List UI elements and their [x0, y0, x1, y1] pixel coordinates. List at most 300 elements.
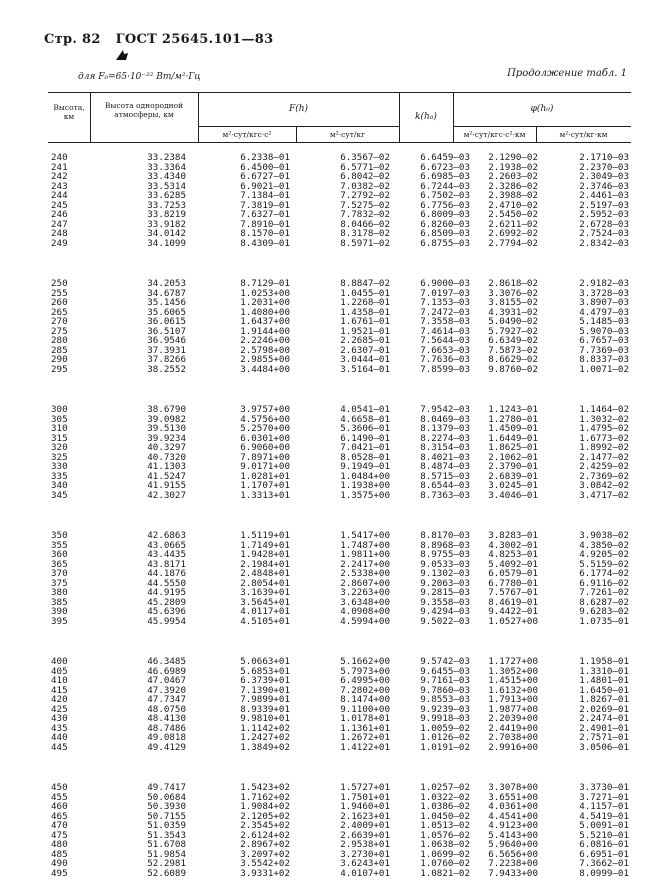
table-cell: 45.6396: [147, 606, 186, 617]
table-cell: 39.0982: [147, 413, 186, 425]
table-cell: 420: [51, 694, 68, 705]
phi-header: φ(h₀): [530, 104, 554, 114]
table-cell: 3.7271—01: [579, 791, 629, 803]
phi-unit1-column: [458, 153, 538, 248]
table-cell: 1.1361+01: [340, 722, 390, 734]
table-cell: 9.9239—03: [420, 703, 470, 715]
table-cell: 445: [51, 741, 68, 753]
table-cell: 8.8968—03: [420, 539, 470, 551]
table-cell: 7.0421—01: [340, 442, 390, 453]
table-cell: 8.8337—03: [579, 354, 629, 365]
table-cell: 41.9155: [147, 480, 186, 491]
table-cell: 50.3930: [147, 801, 186, 812]
table-cell: 1.9521—01: [340, 325, 390, 337]
table-cell: 7.6327—01: [240, 209, 290, 220]
table-cell: 8.6629—02: [488, 354, 538, 365]
table-cell: 425: [51, 703, 68, 715]
table-cell: 6.0816—01: [579, 839, 629, 850]
table-cell: 1.1707+01: [240, 480, 290, 491]
table-cell: 43.4435: [147, 549, 186, 560]
table-cell: 8.0466—02: [340, 218, 390, 230]
table-cell: 8.4874—03: [420, 461, 470, 472]
table-cell: 2.1623+01: [340, 810, 390, 822]
table-cell: 8.6287—02: [579, 596, 629, 608]
table-cell: 3.0506—01: [579, 741, 629, 753]
table-cell: 41.5247: [147, 470, 186, 482]
table-cell: 3.5542+02: [240, 858, 290, 869]
table-cell: 2.4419+00: [488, 722, 538, 734]
table-cell: 246: [51, 209, 68, 220]
table-cell: 1.8992—02: [579, 442, 629, 453]
table-cell: 6.3567—02: [340, 152, 390, 163]
table-cell: 2.3049—03: [579, 171, 629, 182]
table-cell: 2.7794—02: [488, 237, 538, 249]
scale-height-column: [96, 279, 186, 374]
table-cell: 1.5119+01: [240, 530, 290, 541]
table-cell: 34.1099: [147, 237, 186, 249]
table-cell: 430: [51, 713, 68, 724]
table-cell: 6.0579—01: [488, 568, 538, 579]
table-cell: 34.6787: [147, 287, 186, 299]
table-cell: 345: [51, 489, 68, 501]
table-cell: 8.3154—03: [420, 442, 470, 453]
table-cell: 1.0638—02: [420, 839, 470, 850]
table-cell: 5.5159—02: [579, 558, 629, 570]
table-cell: 6.7244—03: [420, 180, 470, 192]
table-cell: 52.2981: [147, 858, 186, 869]
table-cell: 2.2039+00: [488, 713, 538, 724]
table-cell: 6.1774—02: [579, 568, 629, 579]
table-cell: 3.0444—01: [340, 354, 390, 365]
table-cell: 1.0821—02: [420, 867, 470, 879]
table-cell: 6.8042—02: [340, 171, 390, 182]
table-cell: 4.1157—01: [579, 801, 629, 812]
table-cell: 410: [51, 675, 68, 686]
table-cell: 3.6551+00: [488, 791, 538, 803]
table-cell: 1.2672+01: [340, 732, 390, 743]
table-cell: 2.7369—02: [579, 470, 629, 482]
table-cell: 35.6065: [147, 306, 186, 318]
table-cell: 1.8625—01: [488, 442, 538, 453]
table-cell: 365: [51, 558, 68, 570]
table-cell: 2.1938—02: [488, 161, 538, 173]
table-cell: 325: [51, 451, 68, 463]
table-cell: 7.4614—03: [420, 325, 470, 337]
table-cell: 400: [51, 656, 68, 667]
table-cell: 5.0490—02: [488, 316, 538, 327]
table-cell: 8.5971—02: [340, 237, 390, 249]
table-cell: 1.6761—01: [340, 316, 390, 327]
f-unit2-column: [300, 279, 390, 374]
table-cell: 3.6348+00: [340, 596, 390, 608]
table-cell: 9.1949—01: [340, 461, 390, 472]
table-cell: 7.3819—01: [240, 199, 290, 211]
page-header: [44, 32, 284, 47]
table-cell: 6.8755—03: [420, 237, 470, 249]
table-cell: 8.0528—01: [340, 451, 390, 463]
table-cell: 9.7860—03: [420, 684, 470, 696]
table-cell: 247: [51, 218, 68, 230]
phi-unit2-column: [544, 279, 629, 374]
f-unit2-column: [300, 405, 390, 500]
table-cell: 9.7161—03: [420, 675, 470, 686]
f-unit2-header: м²·сут/кг: [329, 130, 366, 139]
table-cell: 385: [51, 596, 68, 608]
table-cell: 2.1205+02: [240, 810, 290, 822]
table-cell: 2.5450—02: [488, 209, 538, 220]
table-cell: 47.0467: [147, 675, 186, 686]
table-cell: 305: [51, 413, 68, 425]
table-cell: 330: [51, 461, 68, 472]
table-cell: 34.0142: [147, 228, 186, 239]
table-cell: 44.9195: [147, 587, 186, 598]
table-cell: 35.1456: [147, 297, 186, 308]
table-cell: 250: [51, 278, 68, 289]
table-cell: 9.0533—03: [420, 558, 470, 570]
table-cell: 248: [51, 228, 68, 239]
table-cell: 1.2780—01: [488, 413, 538, 425]
table-cell: 375: [51, 577, 68, 589]
table-cell: 2.3746—03: [579, 180, 629, 192]
table-cell: 4.9205—02: [579, 549, 629, 560]
table-cell: 4.8253—01: [488, 549, 538, 560]
phi-unit1-column: [458, 405, 538, 500]
table-cell: 5.9640+00: [488, 839, 538, 850]
table-cell: 1.3575+00: [340, 489, 390, 501]
table-cell: 6.7657—03: [579, 335, 629, 346]
table-cell: 1.1464—02: [579, 404, 629, 415]
table-cell: 1.9428+01: [240, 549, 290, 560]
table-cell: 7.7832—02: [340, 209, 390, 220]
table-cell: 3.3730—01: [579, 782, 629, 793]
table-cell: 4.3850—02: [579, 539, 629, 551]
table-cell: 1.1142+02: [240, 722, 290, 734]
table-cell: 1.9811+00: [340, 549, 390, 560]
table-cell: 460: [51, 801, 68, 812]
table-cell: 2.1477—02: [579, 451, 629, 463]
table-cell: 48.4130: [147, 713, 186, 724]
table-cell: 43.8171: [147, 558, 186, 570]
table-cell: 44.1876: [147, 568, 186, 579]
table-cell: 6.8260—03: [420, 218, 470, 230]
scale-height-column: [96, 153, 186, 248]
table-cell: 1.0455—01: [340, 287, 390, 299]
table-cell: 6.7780—01: [488, 577, 538, 589]
table-cell: 2.9538+01: [340, 839, 390, 850]
altitude-column: [51, 783, 87, 878]
table-cell: 1.8267—01: [579, 694, 629, 705]
table-cell: 3.4484+00: [240, 363, 290, 375]
table-cell: 295: [51, 363, 68, 375]
table-continuation-label: Продолжение табл. 1: [507, 68, 627, 79]
table-cell: 7.1384—01: [240, 190, 290, 201]
table-cell: 275: [51, 325, 68, 337]
table-cell: 2.4710—02: [488, 199, 538, 211]
table-cell: 4.4797—03: [579, 306, 629, 318]
table-cell: 1.0281+01: [240, 470, 290, 482]
table-cell: 4.0908+00: [340, 606, 390, 617]
table-cell: 485: [51, 848, 68, 860]
data-table: [48, 92, 631, 879]
table-cell: 285: [51, 344, 68, 356]
table-cell: 1.2268—01: [340, 297, 390, 308]
table-cell: 50.7155: [147, 810, 186, 822]
table-cell: 2.2417+00: [340, 558, 390, 570]
table-cell: 50.0684: [147, 791, 186, 803]
table-cell: 1.6773—02: [579, 432, 629, 444]
table-cell: 2.7038+00: [488, 732, 538, 743]
f-unit1-column: [200, 279, 290, 374]
table-cell: 8.2274—03: [420, 432, 470, 444]
table-cell: 2.1290—02: [488, 152, 538, 163]
table-cell: 36.0615: [147, 316, 186, 327]
table-cell: 5.9070—03: [579, 325, 629, 337]
table-cell: 245: [51, 199, 68, 211]
table-cell: 8.1474+00: [340, 694, 390, 705]
f-unit1-column: [200, 153, 290, 248]
table-cell: 3.0245—01: [488, 480, 538, 491]
table-cell: 2.6307—01: [340, 344, 390, 356]
table-cell: 9.8760—02: [488, 363, 538, 375]
table-cell: 3.2730+01: [340, 848, 390, 860]
table-cell: 3.8155—02: [488, 297, 538, 308]
table-cell: 4.5994+00: [340, 615, 390, 627]
table-cell: 1.0735—01: [579, 615, 629, 627]
table-cell: 1.0484+00: [340, 470, 390, 482]
table-cell: 34.2053: [147, 278, 186, 289]
table-cell: 1.0513—02: [420, 820, 470, 831]
table-cell: 46.3485: [147, 656, 186, 667]
table-cell: 335: [51, 470, 68, 482]
table-cell: 1.4509—01: [488, 423, 538, 434]
table-cell: 1.2031+00: [240, 297, 290, 308]
table-cell: 5.2570+00: [240, 423, 290, 434]
table-cell: 8.7363—03: [420, 489, 470, 501]
table-cell: 8.1570—01: [240, 228, 290, 239]
table-cell: 5.4143+00: [488, 829, 538, 841]
table-cell: 1.0699—02: [420, 848, 470, 860]
table-cell: 38.6790: [147, 404, 186, 415]
table-cell: 6.5656+00: [488, 848, 538, 860]
table-cell: 5.7927—02: [488, 325, 538, 337]
table-cell: 3.4717—02: [579, 489, 629, 501]
f-unit2-column: [300, 153, 390, 248]
table-cell: 7.2792—02: [340, 190, 390, 201]
table-cell: 395: [51, 615, 68, 627]
table-cell: 2.6839—01: [488, 470, 538, 482]
table-cell: 7.0382—02: [340, 180, 390, 192]
table-cell: 243: [51, 180, 68, 192]
table-cell: 9.1302—03: [420, 568, 470, 579]
table-cell: 3.8283—01: [488, 530, 538, 541]
table-cell: 8.0999—01: [579, 867, 629, 879]
table-cell: 7.8599—03: [420, 363, 470, 375]
k-header: k(h₀): [415, 112, 437, 122]
table-cell: 7.5873—02: [488, 344, 538, 356]
table-cell: 4.5419—01: [579, 810, 629, 822]
table-cell: 1.5727+01: [340, 782, 390, 793]
f-unit1-column: [200, 531, 290, 626]
table-cell: 350: [51, 530, 68, 541]
table-cell: 36.9546: [147, 335, 186, 346]
table-cell: 7.7369—03: [579, 344, 629, 356]
table-cell: 6.4995+00: [340, 675, 390, 686]
table-cell: 7.1353—03: [420, 297, 470, 308]
table-cell: 2.4461—03: [579, 190, 629, 201]
scale-height-header: Высота однородной атмосферы, км: [104, 101, 184, 119]
publisher-mark-icon: [114, 48, 130, 62]
table-cell: 1.3849+02: [240, 741, 290, 753]
table-cell: 9.5022—03: [420, 615, 470, 627]
table-cell: 7.7261—02: [579, 587, 629, 598]
table-cell: 6.4500—01: [240, 161, 290, 173]
table-cell: 3.1639+01: [240, 587, 290, 598]
table-cell: 45.9954: [147, 615, 186, 627]
table-cell: 4.0361+00: [488, 801, 538, 812]
table-cell: 1.7149+01: [240, 539, 290, 551]
table-cell: 1.0386—02: [420, 801, 470, 812]
table-cell: 1.3313+01: [240, 489, 290, 501]
altitude-column: [51, 279, 87, 374]
table-cell: 7.2802+00: [340, 684, 390, 696]
table-cell: 4.3931—02: [488, 306, 538, 318]
f-unit1-header: м²·сут/кгс·с²: [222, 130, 272, 139]
phi-unit1-column: [458, 279, 538, 374]
table-cell: 33.3364: [147, 161, 186, 173]
table-cell: 1.0760—02: [420, 858, 470, 869]
altitude-column: [51, 531, 87, 626]
table-cell: 3.8907—03: [579, 297, 629, 308]
table-cell: 4.0107+01: [340, 867, 390, 879]
table-cell: 7.7636—03: [420, 354, 470, 365]
phi-unit2-column: [544, 531, 629, 626]
phi-unit2-header: м²·сут/кг·км: [559, 130, 608, 139]
table-cell: 2.4901—01: [579, 722, 629, 734]
table-cell: 45.2809: [147, 596, 186, 608]
flux-condition: для F₀=65·10⁻²² Вт/м²·Гц: [78, 72, 201, 82]
table-cell: 315: [51, 432, 68, 444]
standard-number: ГОСТ 25645.101—83: [115, 32, 274, 47]
table-cell: 37.3931: [147, 344, 186, 356]
table-cell: 2.2370—03: [579, 161, 629, 173]
table-cell: 455: [51, 791, 68, 803]
table-cell: 480: [51, 839, 68, 850]
table-cell: 43.0665: [147, 539, 186, 551]
table-cell: 9.8553—03: [420, 694, 470, 705]
table-cell: 1.0257—02: [420, 782, 470, 793]
table-cell: 260: [51, 297, 68, 308]
table-cell: 2.4009+01: [340, 820, 390, 831]
table-cell: 2.2603—02: [488, 171, 538, 182]
table-cell: 3.9757+00: [240, 404, 290, 415]
phi-unit2-column: [544, 783, 629, 878]
table-cell: 5.1662+00: [340, 656, 390, 667]
table-cell: 2.6211—02: [488, 218, 538, 230]
table-cell: 48.7486: [147, 722, 186, 734]
f-unit2-column: [300, 783, 390, 878]
table-cell: 40.7320: [147, 451, 186, 463]
table-cell: 495: [51, 867, 68, 879]
table-cell: 2.8607+00: [340, 577, 390, 589]
table-cell: 7.9542—03: [420, 404, 470, 415]
table-cell: 8.9339+01: [240, 703, 290, 715]
table-cell: 8.5715—03: [420, 470, 470, 482]
table-cell: 1.0178+01: [340, 713, 390, 724]
table-cell: 1.4515+00: [488, 675, 538, 686]
altitude-column: [51, 153, 87, 248]
table-cell: 6.6727—01: [240, 171, 290, 182]
table-cell: 2.3286—02: [488, 180, 538, 192]
table-cell: 6.9000—03: [420, 278, 470, 289]
table-cell: 2.1062—01: [488, 451, 538, 463]
table-cell: 242: [51, 171, 68, 182]
table-cell: 1.3052+00: [488, 665, 538, 677]
table-cell: 6.3739+01: [240, 675, 290, 686]
table-cell: 1.7913+00: [488, 694, 538, 705]
table-cell: 8.3178—02: [340, 228, 390, 239]
table-cell: 3.2097+02: [240, 848, 290, 860]
table-cell: 1.2427+02: [240, 732, 290, 743]
table-cell: 2.9855+00: [240, 354, 290, 365]
table-cell: 8.4021—03: [420, 451, 470, 463]
table-cell: 6.9021—01: [240, 180, 290, 192]
table-cell: 33.2384: [147, 152, 186, 163]
table-cell: 3.0842—02: [579, 480, 629, 491]
table-cell: 1.5423+02: [240, 782, 290, 793]
table-cell: 1.9144+00: [240, 325, 290, 337]
f-unit1-column: [200, 405, 290, 500]
phi-unit2-column: [544, 153, 629, 248]
table-cell: 1.1727+00: [488, 656, 538, 667]
table-cell: 415: [51, 684, 68, 696]
table-cell: 39.9234: [147, 432, 186, 444]
table-cell: 2.4259—02: [579, 461, 629, 472]
table-cell: 4.5756+00: [240, 413, 290, 425]
table-cell: 475: [51, 829, 68, 841]
table-cell: 8.1379—03: [420, 423, 470, 434]
table-cell: 5.0663+01: [240, 656, 290, 667]
table-cell: 1.0071—02: [579, 363, 629, 375]
phi-unit1-column: [458, 783, 538, 878]
table-cell: 1.0527+00: [488, 615, 538, 627]
table-cell: 7.2472—03: [420, 306, 470, 318]
table-cell: 9.2063—03: [420, 577, 470, 589]
table-cell: 9.0171+00: [240, 461, 290, 472]
table-cell: 2.6728—03: [579, 218, 629, 230]
table-cell: 8.8170—03: [420, 530, 470, 541]
table-cell: 52.6089: [147, 867, 186, 879]
table-cell: 2.2474—01: [579, 713, 629, 724]
table-cell: 3.5645+01: [240, 596, 290, 608]
table-cell: 6.7756—03: [420, 199, 470, 211]
table-cell: 4.0541—01: [340, 404, 390, 415]
table-cell: 7.9433+00: [488, 867, 538, 879]
table-cell: 1.4358—01: [340, 306, 390, 318]
table-cell: 1.4801—01: [579, 675, 629, 686]
table-cell: 51.0359: [147, 820, 186, 831]
table-cell: 2.0269—01: [579, 703, 629, 715]
table-cell: 9.5742—03: [420, 656, 470, 667]
table-cell: 9.3558—03: [420, 596, 470, 608]
table-cell: 44.5550: [147, 577, 186, 589]
table-cell: 9.6283—02: [579, 606, 629, 617]
table-cell: 3.3078+00: [488, 782, 538, 793]
table-cell: 265: [51, 306, 68, 318]
table-cell: 42.6863: [147, 530, 186, 541]
table-cell: 7.3662—01: [579, 858, 629, 869]
table-cell: 280: [51, 335, 68, 346]
table-cell: 2.3790—01: [488, 461, 538, 472]
